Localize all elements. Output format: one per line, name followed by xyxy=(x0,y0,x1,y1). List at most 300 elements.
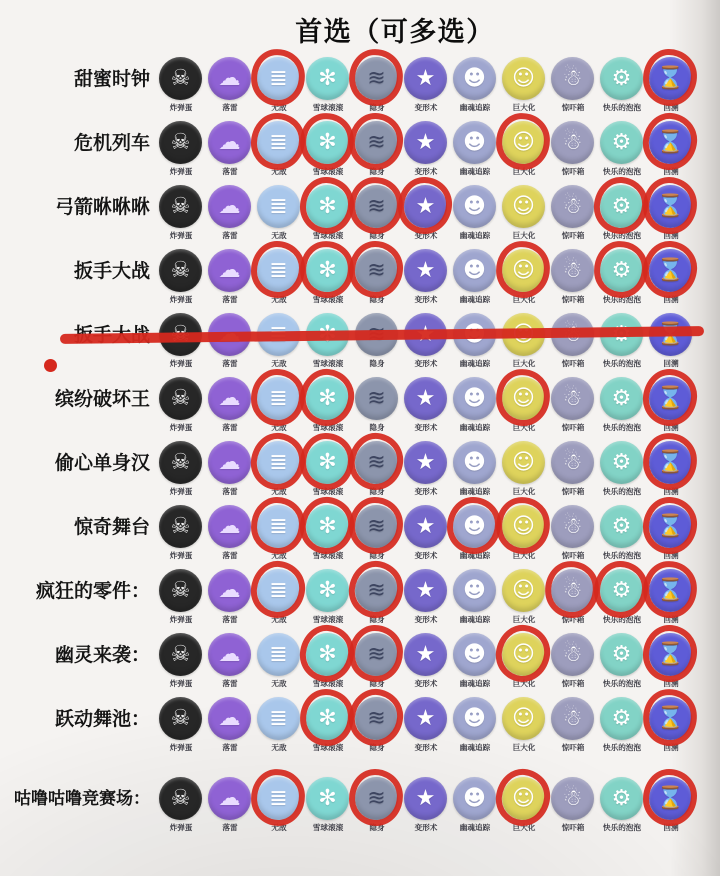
item-label: 幽魂追踪 xyxy=(459,423,490,432)
item-cell-bomb xyxy=(156,777,205,833)
item-label: 惊吓箱 xyxy=(561,679,584,688)
item-cell-snowball xyxy=(303,505,352,561)
item-label: 巨大化 xyxy=(512,551,535,560)
item-cell-jackbox xyxy=(548,249,597,305)
invincible-cake-icon: ≣ xyxy=(257,505,300,548)
polymorph-star-icon: ★ xyxy=(404,569,447,612)
mode-label: 幽灵来袭： xyxy=(54,644,150,666)
item-label: 隐身 xyxy=(368,295,385,304)
jack-in-the-box-icon: ☃ xyxy=(551,633,594,676)
jack-in-the-box-icon: ☃ xyxy=(551,57,594,100)
item-cell-invincible xyxy=(254,249,303,305)
item-label: 落雷 xyxy=(221,103,238,112)
item-cell-thunder xyxy=(205,377,254,433)
ghost-tracking-icon: ☻ xyxy=(453,697,496,740)
bomb-skull-icon: ☠ xyxy=(159,633,202,676)
item-cell-thunder xyxy=(205,697,254,753)
thunder-cloud-icon: ☁ xyxy=(208,697,251,740)
rewind-hourglass-icon: ⌛ xyxy=(649,777,692,820)
item-label: 幽魂追踪 xyxy=(459,359,490,368)
polymorph-star-icon: ★ xyxy=(404,57,447,100)
item-cell-rewind xyxy=(646,57,695,113)
item-cell-thunder xyxy=(205,249,254,305)
item-cell-bomb xyxy=(156,57,205,113)
item-label: 巨大化 xyxy=(512,359,535,368)
item-cell-rewind xyxy=(646,505,695,561)
item-cell-rewind xyxy=(646,185,695,241)
item-cell-rewind xyxy=(646,633,695,689)
item-cell-bomb xyxy=(156,697,205,753)
item-label: 幽魂追踪 xyxy=(459,743,490,752)
page-title: 首选（可多选） xyxy=(295,17,495,48)
item-label: 炸弹蛋 xyxy=(169,231,192,240)
item-cell-polymorph xyxy=(401,313,450,369)
thunder-cloud-icon: ☁ xyxy=(208,377,251,420)
item-label: 快乐的泡泡 xyxy=(602,679,641,688)
invincible-cake-icon: ≣ xyxy=(257,121,300,164)
item-cell-polymorph xyxy=(401,505,450,561)
bomb-skull-icon: ☠ xyxy=(159,249,202,292)
snowball-icon: ✻ xyxy=(306,57,349,100)
item-cell-jackbox xyxy=(548,441,597,497)
rewind-hourglass-icon: ⌛ xyxy=(649,121,692,164)
item-cell-ghosttrack xyxy=(450,57,499,113)
item-label: 炸弹蛋 xyxy=(169,679,192,688)
item-label: 惊吓箱 xyxy=(561,743,584,752)
polymorph-star-icon: ★ xyxy=(404,505,447,548)
invincible-cake-icon: ≣ xyxy=(257,569,300,612)
item-cell-jackbox xyxy=(548,569,597,625)
mode-label: 甜蜜时钟 xyxy=(73,68,150,90)
item-cell-thunder xyxy=(205,121,254,177)
mode-row xyxy=(4,633,720,697)
red-dot xyxy=(44,359,57,372)
item-label: 巨大化 xyxy=(512,615,535,624)
item-label: 变形术 xyxy=(414,551,437,560)
happy-bubble-icon: ⚙ xyxy=(600,377,643,420)
item-cell-rewind xyxy=(646,569,695,625)
item-label: 雪球滚滚 xyxy=(312,231,343,240)
invincible-cake-icon: ≣ xyxy=(257,249,300,292)
bomb-skull-icon: ☠ xyxy=(159,697,202,740)
item-cell-gigantify xyxy=(499,249,548,305)
ghost-tracking-icon: ☻ xyxy=(453,633,496,676)
item-label: 变形术 xyxy=(414,295,437,304)
item-label: 巨大化 xyxy=(512,823,535,832)
item-label: 隐身 xyxy=(368,167,385,176)
stealth-waves-icon: ≋ xyxy=(355,441,398,484)
item-cell-ghosttrack xyxy=(450,441,499,497)
item-cell-gigantify xyxy=(499,313,548,369)
item-label: 快乐的泡泡 xyxy=(602,487,641,496)
item-cell-jackbox xyxy=(548,313,597,369)
item-cell-gigantify xyxy=(499,633,548,689)
item-cell-gigantify xyxy=(499,777,548,833)
item-cell-polymorph xyxy=(401,697,450,753)
stealth-waves-icon: ≋ xyxy=(355,777,398,820)
item-label: 落雷 xyxy=(221,487,238,496)
mode-label: 疯狂的零件： xyxy=(35,580,150,602)
item-label: 无敌 xyxy=(270,167,287,176)
snowball-icon: ✻ xyxy=(306,441,349,484)
item-label: 雪球滚滚 xyxy=(312,679,343,688)
stealth-waves-icon: ≋ xyxy=(355,121,398,164)
item-cell-rewind xyxy=(646,313,695,369)
item-cell-bubble xyxy=(597,313,646,369)
item-label: 快乐的泡泡 xyxy=(602,743,641,752)
rewind-hourglass-icon: ⌛ xyxy=(649,697,692,740)
item-cell-ghosttrack xyxy=(450,249,499,305)
item-cell-jackbox xyxy=(548,377,597,433)
polymorph-star-icon: ★ xyxy=(404,249,447,292)
jack-in-the-box-icon: ☃ xyxy=(551,505,594,548)
item-cell-ghosttrack xyxy=(450,505,499,561)
item-label: 变形术 xyxy=(414,743,437,752)
item-label: 惊吓箱 xyxy=(561,359,584,368)
snowball-icon: ✻ xyxy=(306,505,349,548)
bomb-skull-icon: ☠ xyxy=(159,441,202,484)
item-label: 雪球滚滚 xyxy=(312,103,343,112)
stealth-waves-icon: ≋ xyxy=(355,377,398,420)
snowball-icon: ✻ xyxy=(306,633,349,676)
item-cell-gigantify xyxy=(499,569,548,625)
item-cell-thunder xyxy=(205,505,254,561)
invincible-cake-icon: ≣ xyxy=(257,441,300,484)
mode-row xyxy=(4,441,720,505)
item-label: 快乐的泡泡 xyxy=(602,359,641,368)
mode-label: 缤纷破坏王 xyxy=(54,388,150,410)
item-cell-bubble xyxy=(597,569,646,625)
item-label: 回溯 xyxy=(662,103,679,112)
item-label: 快乐的泡泡 xyxy=(602,423,641,432)
item-label: 回溯 xyxy=(662,231,679,240)
mode-row xyxy=(4,505,720,569)
item-cell-ghosttrack xyxy=(450,633,499,689)
gigantify-smile-icon: ☺ xyxy=(502,185,545,228)
item-label: 落雷 xyxy=(221,423,238,432)
item-label: 快乐的泡泡 xyxy=(602,823,641,832)
stealth-waves-icon: ≋ xyxy=(355,569,398,612)
item-cell-stealth xyxy=(352,505,401,561)
item-label: 回溯 xyxy=(662,487,679,496)
item-cell-gigantify xyxy=(499,121,548,177)
item-cell-thunder xyxy=(205,633,254,689)
item-cell-invincible xyxy=(254,633,303,689)
polymorph-star-icon: ★ xyxy=(404,441,447,484)
item-cell-thunder xyxy=(205,777,254,833)
item-cell-snowball xyxy=(303,249,352,305)
mode-row xyxy=(4,777,720,841)
item-cell-polymorph xyxy=(401,569,450,625)
item-label: 惊吓箱 xyxy=(561,167,584,176)
gigantify-smile-icon: ☺ xyxy=(502,569,545,612)
item-label: 落雷 xyxy=(221,167,238,176)
ghost-tracking-icon: ☻ xyxy=(453,377,496,420)
item-cell-ghosttrack xyxy=(450,377,499,433)
item-label: 无敌 xyxy=(270,679,287,688)
item-cell-bomb xyxy=(156,377,205,433)
thunder-cloud-icon: ☁ xyxy=(208,249,251,292)
item-label: 变形术 xyxy=(414,103,437,112)
item-label: 落雷 xyxy=(221,551,238,560)
gigantify-smile-icon: ☺ xyxy=(502,633,545,676)
item-label: 无敌 xyxy=(270,823,287,832)
jack-in-the-box-icon: ☃ xyxy=(551,697,594,740)
mode-row xyxy=(4,313,720,377)
happy-bubble-icon: ⚙ xyxy=(600,569,643,612)
item-cell-rewind xyxy=(646,377,695,433)
item-label: 巨大化 xyxy=(512,679,535,688)
item-label: 巨大化 xyxy=(512,295,535,304)
thunder-cloud-icon: ☁ xyxy=(208,185,251,228)
item-label: 雪球滚滚 xyxy=(312,423,343,432)
item-cell-polymorph xyxy=(401,633,450,689)
item-label: 变形术 xyxy=(414,231,437,240)
item-cell-polymorph xyxy=(401,57,450,113)
item-cell-thunder xyxy=(205,185,254,241)
item-label: 雪球滚滚 xyxy=(312,823,343,832)
item-label: 落雷 xyxy=(221,679,238,688)
item-cell-gigantify xyxy=(499,57,548,113)
item-label: 回溯 xyxy=(662,551,679,560)
item-label: 隐身 xyxy=(368,551,385,560)
item-cell-jackbox xyxy=(548,697,597,753)
item-cell-stealth xyxy=(352,57,401,113)
item-cell-bomb xyxy=(156,441,205,497)
item-cell-bomb xyxy=(156,249,205,305)
mode-label: 扳手大战 xyxy=(73,260,150,282)
item-label: 惊吓箱 xyxy=(561,551,584,560)
item-cell-jackbox xyxy=(548,57,597,113)
item-label: 炸弹蛋 xyxy=(169,295,192,304)
item-cell-bomb xyxy=(156,185,205,241)
gigantify-smile-icon: ☺ xyxy=(502,377,545,420)
happy-bubble-icon: ⚙ xyxy=(600,697,643,740)
item-label: 炸弹蛋 xyxy=(169,743,192,752)
item-label: 幽魂追踪 xyxy=(459,551,490,560)
happy-bubble-icon: ⚙ xyxy=(600,441,643,484)
item-label: 惊吓箱 xyxy=(561,103,584,112)
rewind-hourglass-icon: ⌛ xyxy=(649,185,692,228)
item-label: 雪球滚滚 xyxy=(312,295,343,304)
item-cell-invincible xyxy=(254,185,303,241)
item-label: 回溯 xyxy=(662,743,679,752)
item-label: 快乐的泡泡 xyxy=(602,103,641,112)
happy-bubble-icon: ⚙ xyxy=(600,185,643,228)
mode-label: 惊奇舞台 xyxy=(73,516,150,538)
item-cell-stealth xyxy=(352,185,401,241)
item-cell-snowball xyxy=(303,777,352,833)
item-label: 幽魂追踪 xyxy=(459,823,490,832)
item-label: 炸弹蛋 xyxy=(169,551,192,560)
item-label: 巨大化 xyxy=(512,487,535,496)
mode-row xyxy=(4,377,720,441)
item-cell-invincible xyxy=(254,121,303,177)
item-cell-snowball xyxy=(303,313,352,369)
item-label: 雪球滚滚 xyxy=(312,743,343,752)
item-label: 炸弹蛋 xyxy=(169,823,192,832)
item-cell-bubble xyxy=(597,185,646,241)
item-label: 无敌 xyxy=(270,551,287,560)
stealth-waves-icon: ≋ xyxy=(355,697,398,740)
item-cell-bubble xyxy=(597,777,646,833)
item-label: 巨大化 xyxy=(512,743,535,752)
invincible-cake-icon: ≣ xyxy=(257,777,300,820)
item-label: 无敌 xyxy=(270,743,287,752)
gigantify-smile-icon: ☺ xyxy=(502,249,545,292)
stealth-waves-icon: ≋ xyxy=(355,633,398,676)
selection-grid xyxy=(0,57,720,841)
item-label: 雪球滚滚 xyxy=(312,167,343,176)
item-label: 幽魂追踪 xyxy=(459,487,490,496)
item-label: 惊吓箱 xyxy=(561,231,584,240)
item-label: 变形术 xyxy=(414,359,437,368)
item-label: 回溯 xyxy=(662,359,679,368)
item-label: 无敌 xyxy=(270,487,287,496)
rewind-hourglass-icon: ⌛ xyxy=(649,377,692,420)
item-label: 变形术 xyxy=(414,679,437,688)
invincible-cake-icon: ≣ xyxy=(257,697,300,740)
polymorph-star-icon: ★ xyxy=(404,185,447,228)
rewind-hourglass-icon: ⌛ xyxy=(649,505,692,548)
item-cell-stealth xyxy=(352,121,401,177)
thunder-cloud-icon: ☁ xyxy=(208,777,251,820)
item-cell-stealth xyxy=(352,313,401,369)
item-cell-stealth xyxy=(352,633,401,689)
item-cell-bubble xyxy=(597,249,646,305)
item-label: 雪球滚滚 xyxy=(312,551,343,560)
item-label: 炸弹蛋 xyxy=(169,423,192,432)
item-cell-gigantify xyxy=(499,185,548,241)
item-cell-stealth xyxy=(352,777,401,833)
item-label: 无敌 xyxy=(270,295,287,304)
snowball-icon: ✻ xyxy=(306,185,349,228)
jack-in-the-box-icon: ☃ xyxy=(551,569,594,612)
item-cell-snowball xyxy=(303,57,352,113)
ghost-tracking-icon: ☻ xyxy=(453,185,496,228)
snowball-icon: ✻ xyxy=(306,777,349,820)
happy-bubble-icon: ⚙ xyxy=(600,505,643,548)
thunder-cloud-icon: ☁ xyxy=(208,441,251,484)
jack-in-the-box-icon: ☃ xyxy=(551,249,594,292)
item-label: 快乐的泡泡 xyxy=(602,615,641,624)
gigantify-smile-icon: ☺ xyxy=(502,121,545,164)
item-label: 隐身 xyxy=(368,823,385,832)
item-cell-snowball xyxy=(303,377,352,433)
ghost-tracking-icon: ☻ xyxy=(453,505,496,548)
item-label: 落雷 xyxy=(221,823,238,832)
item-cell-bomb xyxy=(156,569,205,625)
item-label: 快乐的泡泡 xyxy=(602,551,641,560)
invincible-cake-icon: ≣ xyxy=(257,57,300,100)
gigantify-smile-icon: ☺ xyxy=(502,697,545,740)
item-cell-gigantify xyxy=(499,441,548,497)
item-cell-bomb xyxy=(156,121,205,177)
item-cell-polymorph xyxy=(401,185,450,241)
gigantify-smile-icon: ☺ xyxy=(502,505,545,548)
item-cell-stealth xyxy=(352,377,401,433)
snowball-icon: ✻ xyxy=(306,697,349,740)
happy-bubble-icon: ⚙ xyxy=(600,777,643,820)
item-label: 隐身 xyxy=(368,423,385,432)
happy-bubble-icon: ⚙ xyxy=(600,57,643,100)
item-label: 隐身 xyxy=(368,231,385,240)
item-cell-ghosttrack xyxy=(450,777,499,833)
snowball-icon: ✻ xyxy=(306,377,349,420)
item-cell-jackbox xyxy=(548,633,597,689)
item-label: 无敌 xyxy=(270,103,287,112)
item-cell-polymorph xyxy=(401,441,450,497)
item-cell-polymorph xyxy=(401,121,450,177)
item-label: 幽魂追踪 xyxy=(459,679,490,688)
item-label: 巨大化 xyxy=(512,423,535,432)
item-cell-snowball xyxy=(303,633,352,689)
rewind-hourglass-icon: ⌛ xyxy=(649,57,692,100)
polymorph-star-icon: ★ xyxy=(404,697,447,740)
item-cell-rewind xyxy=(646,697,695,753)
invincible-cake-icon: ≣ xyxy=(257,633,300,676)
item-label: 落雷 xyxy=(221,359,238,368)
item-label: 回溯 xyxy=(662,295,679,304)
item-label: 幽魂追踪 xyxy=(459,615,490,624)
item-label: 巨大化 xyxy=(512,167,535,176)
gigantify-smile-icon: ☺ xyxy=(502,777,545,820)
bomb-skull-icon: ☠ xyxy=(159,777,202,820)
mode-row xyxy=(4,121,720,185)
item-cell-invincible xyxy=(254,441,303,497)
item-label: 隐身 xyxy=(368,679,385,688)
item-label: 回溯 xyxy=(662,167,679,176)
item-label: 惊吓箱 xyxy=(561,823,584,832)
mode-label: 咕噜咕噜竞赛场： xyxy=(14,789,150,809)
item-cell-polymorph xyxy=(401,777,450,833)
item-cell-bubble xyxy=(597,377,646,433)
happy-bubble-icon: ⚙ xyxy=(600,249,643,292)
item-cell-snowball xyxy=(303,441,352,497)
item-cell-bubble xyxy=(597,57,646,113)
item-cell-thunder xyxy=(205,569,254,625)
happy-bubble-icon: ⚙ xyxy=(600,633,643,676)
thunder-cloud-icon: ☁ xyxy=(208,569,251,612)
item-cell-invincible xyxy=(254,57,303,113)
item-cell-invincible xyxy=(254,697,303,753)
item-cell-rewind xyxy=(646,121,695,177)
snowball-icon: ✻ xyxy=(306,249,349,292)
item-label: 落雷 xyxy=(221,615,238,624)
bomb-skull-icon: ☠ xyxy=(159,505,202,548)
item-cell-rewind xyxy=(646,777,695,833)
stealth-waves-icon: ≋ xyxy=(355,505,398,548)
item-cell-invincible xyxy=(254,777,303,833)
item-cell-bomb xyxy=(156,633,205,689)
item-label: 炸弹蛋 xyxy=(169,487,192,496)
item-label: 隐身 xyxy=(368,487,385,496)
item-label: 幽魂追踪 xyxy=(459,295,490,304)
item-label: 惊吓箱 xyxy=(561,295,584,304)
item-label: 隐身 xyxy=(368,103,385,112)
item-cell-gigantify xyxy=(499,377,548,433)
item-label: 炸弹蛋 xyxy=(169,615,192,624)
item-cell-bomb xyxy=(156,505,205,561)
item-cell-stealth xyxy=(352,441,401,497)
item-label: 无敌 xyxy=(270,423,287,432)
item-label: 巨大化 xyxy=(512,231,535,240)
item-cell-jackbox xyxy=(548,505,597,561)
item-label: 惊吓箱 xyxy=(561,615,584,624)
mode-row xyxy=(4,697,720,761)
item-label: 变形术 xyxy=(414,423,437,432)
item-label: 变形术 xyxy=(414,487,437,496)
